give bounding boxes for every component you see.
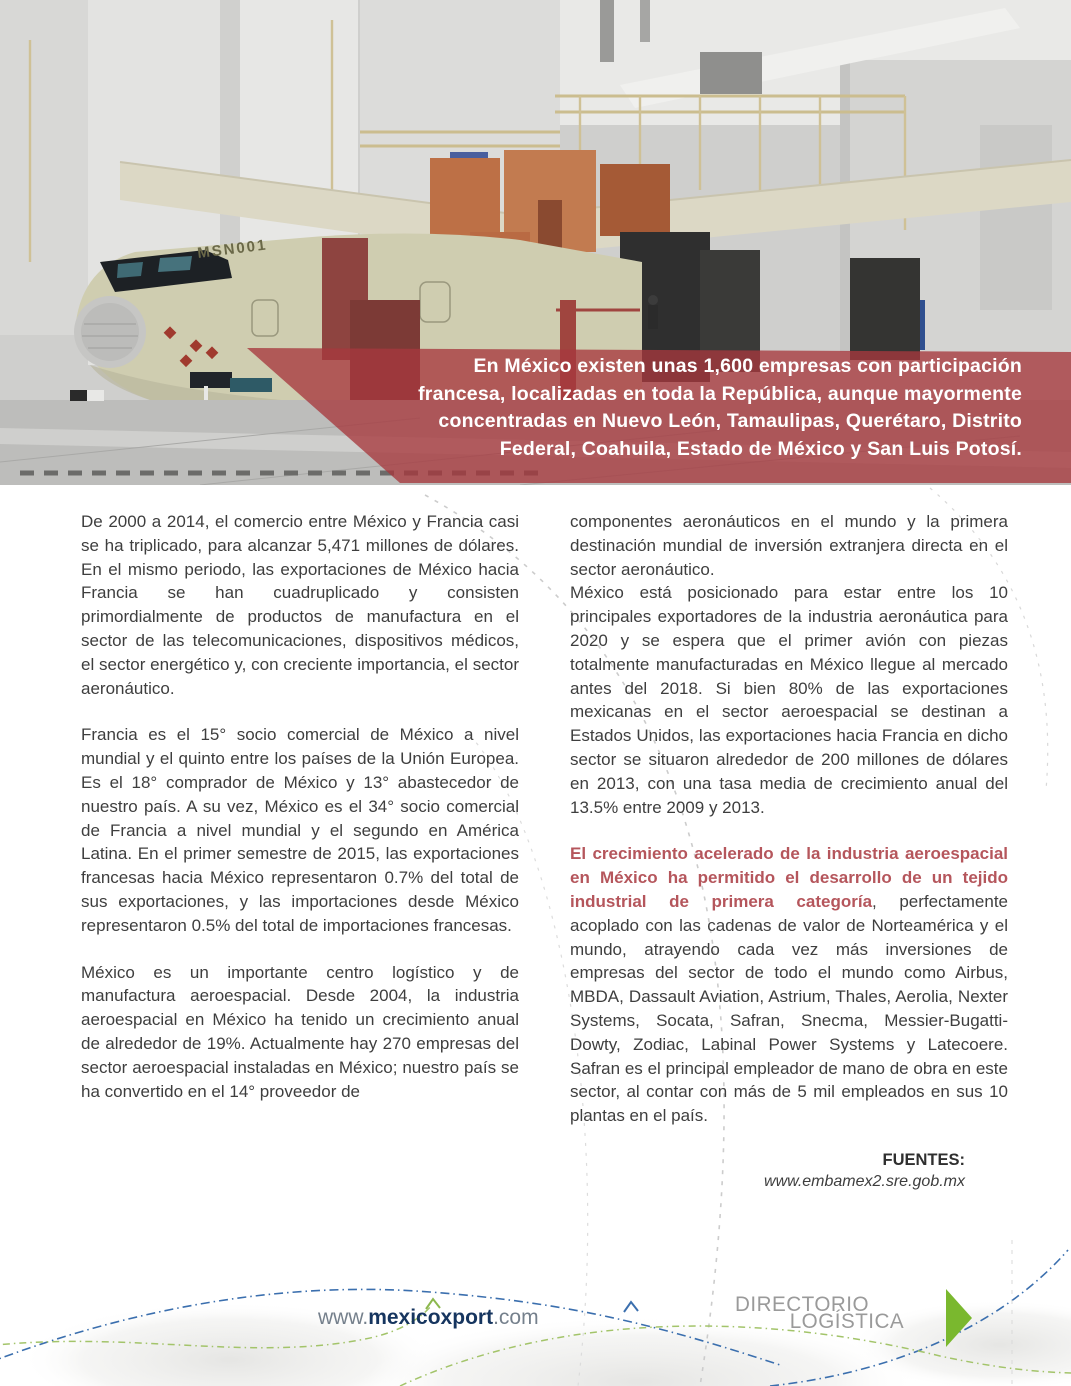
photo-headline bbox=[302, 353, 1022, 463]
blue-arrowhead-icon bbox=[624, 1302, 638, 1312]
paragraph: componentes aeronáuticos en el mundo y la primera destinación mundial de inversión extranjera directa en el sector aeronáutico. bbox=[570, 512, 1008, 579]
msn-marking: MSN001 bbox=[196, 236, 269, 262]
highlight-lead-text: El crecimiento acelerado de la industria aeroespacial en México ha permitido el desarrollo de un tejido industrial de primera categoría bbox=[570, 844, 1008, 911]
paragraph: De 2000 a 2014, el comercio entre México y Francia casi se ha triplicado, para alcanzar 5,471 millones de dólares. En el mismo periodo, las exportaciones de México hacia Francia se han cuadruplicado y consisten primordialmente de productos de manufactura en el sector de las telecomunicaciones, dispositivos médicos, el sector energético y, con creciente importancia, el sector aeronáutico. bbox=[81, 512, 519, 698]
paragraph: México está posicionado para estar entre los 10 principales exportadores de la industria aeronáutica para 2020 y se espera que el primer avión con piezas totalmente manufacturadas en México llegue al mercado antes del 2018. Si bien 80% de las exportaciones mexicanas en el sector aeroespacial se destinan a Estados Unidos, las exportaciones hacia Francia en dicho sector se situaron alrededor de 200 millones de dólares en 2013, con una tasa media de crecimiento anual del 13.5% entre 2009 y 2013. bbox=[570, 583, 1008, 817]
worker-figure bbox=[648, 295, 658, 329]
sources-label: FUENTES: bbox=[882, 1150, 965, 1169]
hero-photo-aircraft-assembly bbox=[0, 0, 1071, 485]
headline-line-1: En México existen unas 1,600 empresas con participación bbox=[473, 355, 1022, 377]
highlight-rest-text: , perfectamente acoplado con las cadenas de valor de Norteamérica y el mundo, atrayendo cada vez más inversiones de empresas del sector de todo el mundo como Airbus, MBDA, Dassault Aviation, Astrium, Thales, Aerolia, Nexter Systems, Socata, Safran, Snecma, Messier-Bugatti-Dowty, Zodiac, Labinal Power Systems y Latecoere. Safran es el principal empleador de mano de obra en este sector, al contar con más de 5 mil empleados en sus 10 plantas en el país. bbox=[570, 891, 1009, 1126]
headline-line-4: Federal, Coahuila, Estado de México y San Luis Potosí. bbox=[499, 437, 1022, 460]
right-column bbox=[570, 510, 1008, 1191]
directorio-logistica-logo bbox=[735, 1294, 904, 1331]
left-column bbox=[81, 510, 519, 1191]
site-suffix: .com bbox=[493, 1306, 539, 1329]
article-body bbox=[81, 510, 1008, 1191]
sources-block bbox=[570, 1151, 1008, 1191]
logistica-line: LOGÍSTICA bbox=[789, 1309, 905, 1333]
paragraph: México es un importante centro logístico y de manufactura aeroespacial. Desde 2004, la industria aeroespacial en México ha tenido un crecimiento anual de alrededor de 19%. Actualmente hay 270 empresas del sector aeroespacial instaladas en México; nuestro país se ha convertido en el 14° proveedor de bbox=[81, 962, 519, 1101]
headline-line-3: concentradas en Nuevo León, Tamaulipas, Querétaro, Distrito bbox=[438, 410, 1022, 432]
directorio-line: DIRECTORIO bbox=[735, 1292, 870, 1316]
headline-line-2: francesa, localizadas en toda la República, aunque mayormente bbox=[418, 382, 1022, 405]
paragraph: Francia es el 15° socio comercial de México a nivel mundial y el quinto entre los países de la Unión Europea. Es el 18° comprador de México y 13° abastecedor de nuestro país. A su vez, México es el 34° socio comercial de Francia a nivel mundial y el segundo en América Latina. En el primer semestre de 2015, las exportaciones francesas hacia México representaron 0.7% del total de sus exportaciones, y las importaciones desde México representaron 0.5% del total de importaciones francesas. bbox=[81, 725, 519, 935]
site-name: mexicoxport bbox=[368, 1306, 494, 1329]
highlight-paragraph bbox=[570, 842, 1008, 1128]
next-page-arrow-icon[interactable] bbox=[944, 1288, 974, 1348]
mexicoxport-site-link[interactable] bbox=[318, 1306, 539, 1330]
site-prefix: www. bbox=[318, 1306, 369, 1329]
sources-url-link[interactable]: www.embamex2.sre.gob.mx bbox=[764, 1172, 965, 1190]
